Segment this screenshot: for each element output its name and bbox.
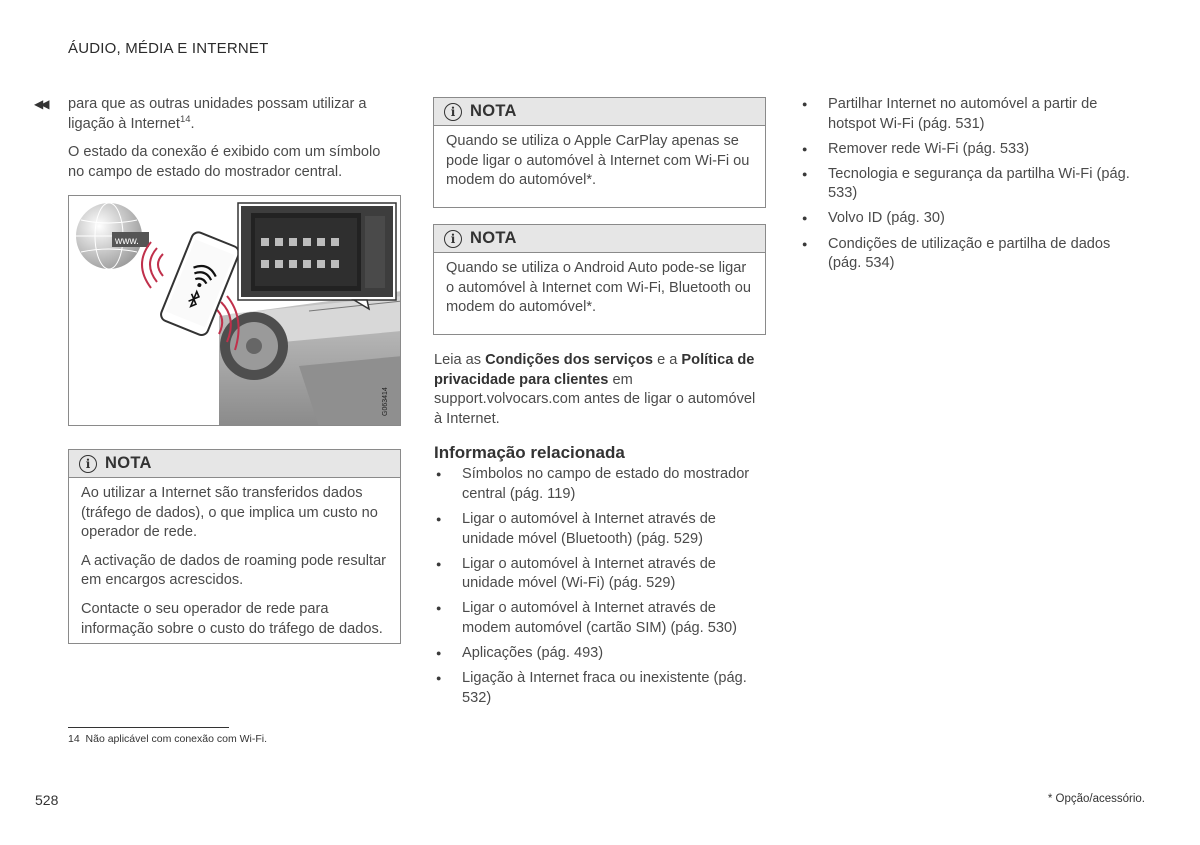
footnote-divider — [68, 727, 229, 728]
note-paragraph: Quando se utiliza o Android Auto pode-se ligar o automóvel à Internet com Wi-Fi, Bluetooth ou modem do automóvel*. — [446, 260, 751, 316]
note-header — [434, 225, 765, 253]
related-info-list-continued — [800, 95, 1133, 274]
note-title: NOTA — [470, 102, 517, 120]
left-column-text — [68, 95, 400, 182]
footnote-number: 14 — [68, 733, 80, 745]
related-link[interactable]: ● Remover rede Wi-Fi (pág. 533) — [800, 140, 1133, 160]
middle-column-text — [434, 351, 766, 714]
info-icon: i — [444, 230, 462, 248]
note-body — [434, 126, 765, 199]
related-link[interactable]: ● Partilhar Internet no automóvel a partir de hotspot Wi-Fi (pág. 531) — [800, 95, 1133, 134]
info-icon: i — [444, 103, 462, 121]
related-link[interactable]: ● Condições de utilização e partilha de dados (pág. 534) — [800, 235, 1133, 274]
related-link[interactable]: ● Tecnologia e segurança da partilha Wi-Fi (pág. 533) — [800, 165, 1133, 204]
note-paragraph: A activação de dados de roaming pode resultar em encargos acrescidos. — [81, 552, 387, 589]
related-link[interactable]: ● Ligação à Internet fraca ou inexistente (pág. 532) — [434, 669, 766, 708]
image-code: G063414 — [382, 387, 389, 416]
section-header: ÁUDIO, MÉDIA E INTERNET — [68, 40, 269, 57]
info-icon: i — [79, 455, 97, 473]
center-display-inset — [238, 203, 396, 309]
note-paragraph: Contacte o seu operador de rede para informação sobre o custo do tráfego de dados. — [81, 600, 383, 637]
note-header — [434, 98, 765, 126]
read-terms-paragraph: Leia as Condições dos serviços e a Política de privacidade para clientes em support.volvocars.com antes de ligar o automóvel à Internet. — [434, 352, 756, 427]
globe-label: www. — [115, 236, 139, 247]
connection-illustration — [68, 195, 401, 426]
related-link[interactable]: ● Ligar o automóvel à Internet através de modem automóvel (cartão SIM) (pág. 530) — [434, 599, 766, 638]
note-title: NOTA — [470, 229, 517, 247]
note-body — [434, 253, 765, 326]
related-link[interactable]: ● Volvo ID (pág. 30) — [800, 209, 1133, 229]
note-box-data-cost — [68, 449, 401, 644]
status-paragraph: O estado da conexão é exibido com um símbolo no campo de estado do mostrador central. — [68, 144, 381, 180]
page-number: 528 — [35, 792, 59, 808]
footnote-text: Não aplicável com conexão com Wi-Fi. — [85, 733, 268, 745]
option-accessory-note: * Opção/acessório. — [1047, 793, 1145, 805]
related-link[interactable]: ● Símbolos no campo de estado do mostrador central (pág. 119) — [434, 465, 766, 504]
note-body — [69, 478, 400, 647]
terms-of-service-link[interactable]: Condições dos serviços — [485, 352, 654, 368]
note-paragraph: Quando se utiliza o Apple CarPlay apenas se pode ligar o automóvel à Internet com Wi-Fi ou modem do automóvel*. — [446, 133, 750, 189]
privacy-policy-link[interactable]: Política de privacidade para clientes — [434, 352, 755, 388]
related-link[interactable]: ● Ligar o automóvel à Internet através de unidade móvel (Wi-Fi) (pág. 529) — [434, 555, 766, 594]
note-paragraph: Ao utilizar a Internet são transferidos dados (tráfego de dados), o que implica um custo no operador de rede. — [81, 485, 378, 541]
note-header — [69, 450, 400, 478]
footnote-ref[interactable]: 14 — [179, 113, 191, 125]
note-box-android-auto — [433, 224, 766, 335]
right-column — [800, 95, 1133, 279]
footnote — [68, 733, 267, 745]
related-link[interactable]: ● Aplicações (pág. 493) — [434, 644, 766, 664]
related-info-heading: Informação relacionada — [434, 443, 625, 463]
continued-from-previous-icon: ◀◀ — [34, 97, 47, 111]
illustration-svg — [69, 196, 401, 426]
related-info-list — [434, 465, 766, 708]
globe-icon — [76, 203, 149, 269]
related-link[interactable]: ● Ligar o automóvel à Internet através de unidade móvel (Bluetooth) (pág. 529) — [434, 510, 766, 549]
note-title: NOTA — [105, 454, 152, 472]
intro-paragraph: para que as outras unidades possam utilizar a ligação à Internet$^{14}$. — [68, 96, 367, 132]
note-box-carplay — [433, 97, 766, 208]
